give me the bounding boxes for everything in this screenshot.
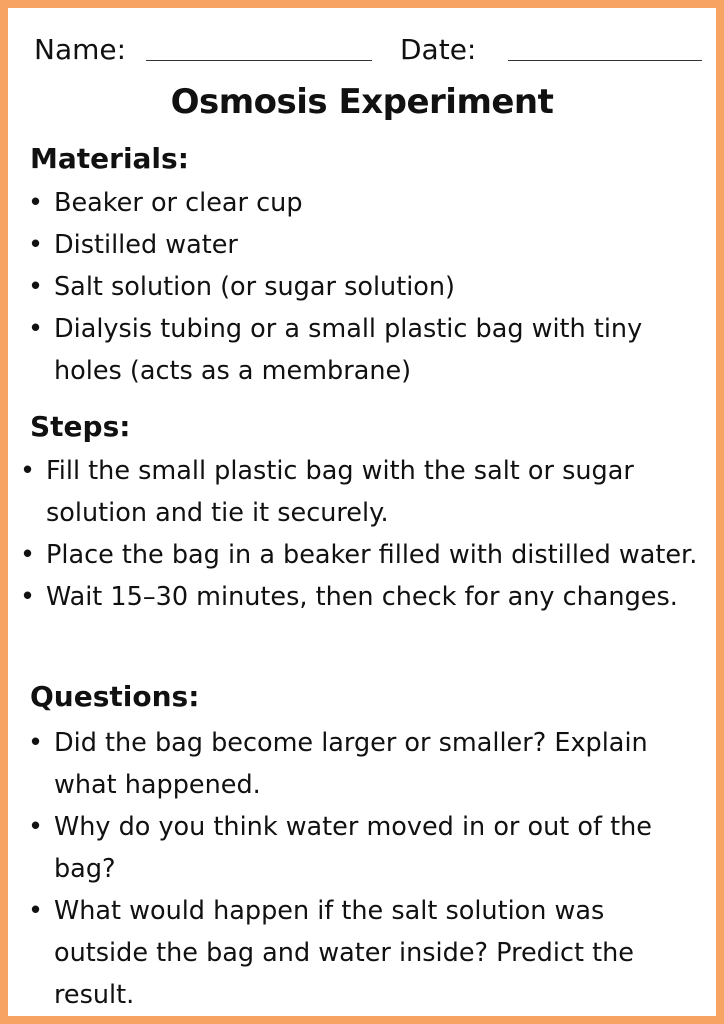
material-item-4: Dialysis tubing or a small plastic bag with tiny holes (acts as a membrane)	[54, 314, 643, 386]
step-item-2: Place the bag in a beaker filled with distilled water.	[46, 540, 698, 570]
page-title: Osmosis Experiment	[170, 82, 554, 122]
list-item	[20, 576, 710, 618]
steps-heading: Steps:	[30, 410, 131, 443]
questions-list	[28, 722, 692, 1016]
question-item-3: What would happen if the salt solution was outside the bag and water inside? Predict the result.	[54, 896, 634, 1010]
list-item	[28, 224, 678, 266]
list-item	[28, 182, 678, 224]
bullet-icon: •	[20, 540, 36, 570]
step-item-1: Fill the small plastic bag with the salt or sugar solution and tie it securely.	[46, 456, 634, 528]
name-field-line[interactable]	[146, 60, 372, 61]
material-item-1: Beaker or clear cup	[54, 188, 303, 218]
questions-heading: Questions:	[30, 680, 200, 713]
list-item	[28, 266, 678, 308]
date-field-line[interactable]	[508, 60, 702, 61]
material-item-2: Distilled water	[54, 230, 238, 260]
bullet-icon: •	[28, 272, 44, 302]
bullet-icon: •	[28, 812, 44, 842]
materials-list	[28, 182, 678, 392]
materials-heading: Materials:	[30, 142, 189, 175]
list-item	[20, 534, 710, 576]
name-label: Name:	[34, 33, 127, 66]
material-item-3: Salt solution (or sugar solution)	[54, 272, 456, 302]
question-item-1: Did the bag become larger or smaller? Explain what happened.	[54, 728, 648, 800]
list-item	[28, 722, 692, 806]
steps-list	[20, 450, 710, 618]
list-item	[28, 890, 692, 1016]
header-row	[34, 30, 702, 70]
list-item	[28, 806, 692, 890]
bullet-icon: •	[28, 314, 44, 344]
bullet-icon: •	[28, 728, 44, 758]
question-item-2: Why do you think water moved in or out of the bag?	[54, 812, 652, 884]
bullet-icon: •	[28, 230, 44, 260]
step-item-3: Wait 15–30 minutes, then check for any changes.	[46, 582, 678, 612]
list-item	[20, 450, 710, 534]
list-item	[28, 308, 678, 392]
date-label: Date:	[400, 33, 477, 66]
bullet-icon: •	[28, 896, 44, 926]
bullet-icon: •	[28, 188, 44, 218]
bullet-icon: •	[20, 456, 36, 486]
bullet-icon: •	[20, 582, 36, 612]
